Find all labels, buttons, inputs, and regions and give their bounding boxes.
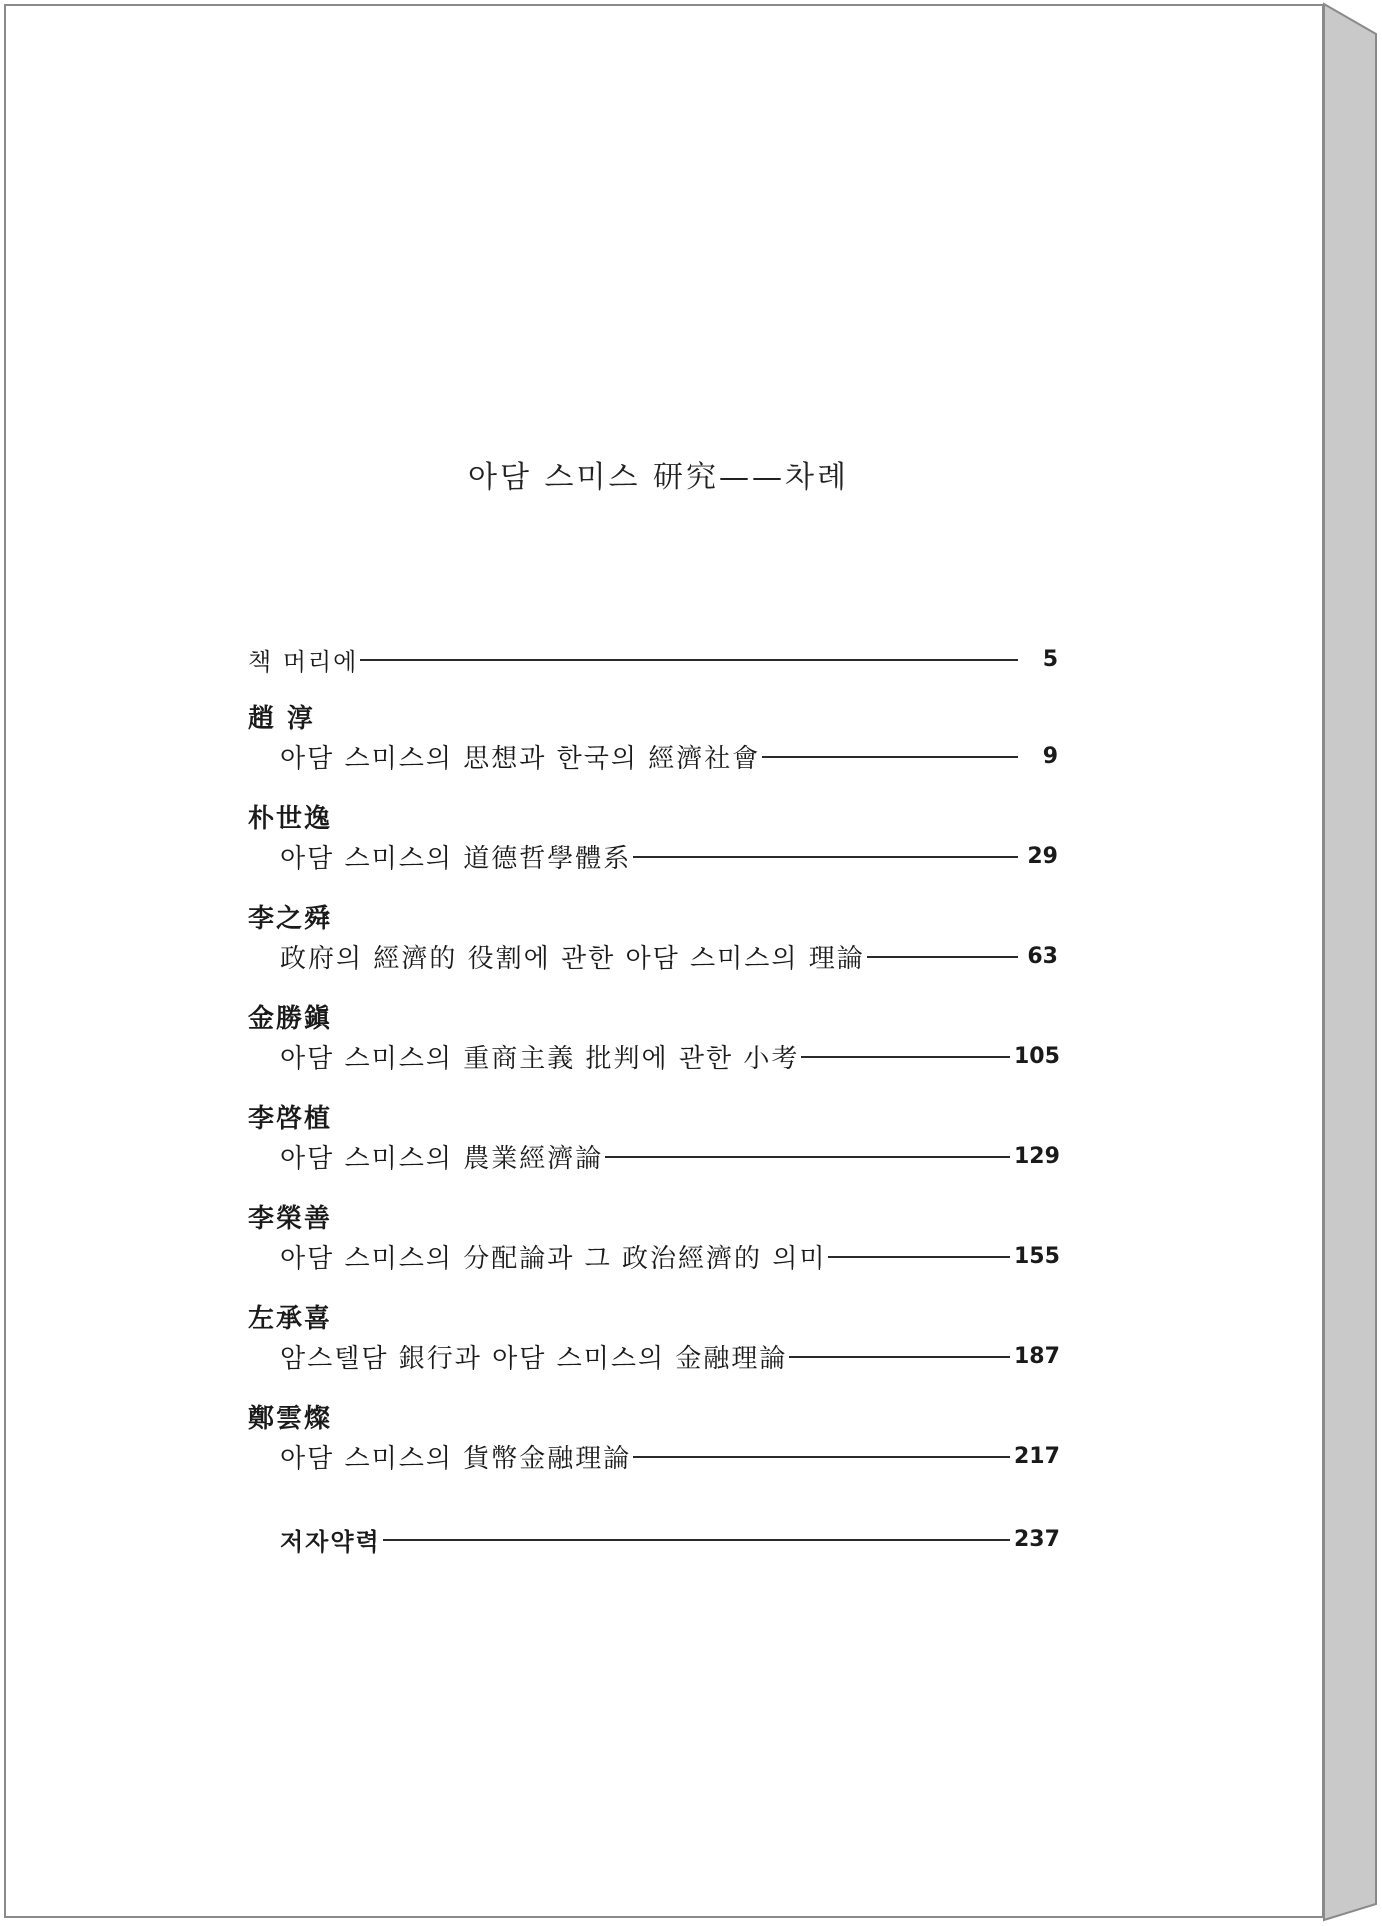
toc-chapter-page: 105 xyxy=(1014,1044,1060,1069)
toc-author: 李啓植 xyxy=(248,1104,333,1134)
toc-chapter-page: 217 xyxy=(1014,1444,1060,1469)
toc-preface-page: 5 xyxy=(1042,647,1058,672)
page-title: 아담 스미스 研究——차례 xyxy=(468,460,849,495)
toc-author: 金勝鎭 xyxy=(248,1004,333,1034)
toc-preface-label: 책 머리에 xyxy=(248,648,359,676)
toc-author: 朴世逸 xyxy=(248,804,333,834)
toc-author: 鄭雲燦 xyxy=(248,1404,333,1434)
toc-chapter-title: 政府의 經濟的 役割에 관한 아담 스미스의 理論 xyxy=(280,944,865,974)
toc-chapter-page: 187 xyxy=(1014,1344,1060,1369)
toc-chapter-title: 아담 스미스의 分配論과 그 政治經濟的 의미 xyxy=(280,1244,827,1274)
toc-author: 李之舜 xyxy=(248,904,333,934)
toc-author: 趙 淳 xyxy=(248,704,316,734)
toc-chapter-page: 129 xyxy=(1014,1144,1060,1169)
toc-chapter-page: 9 xyxy=(1042,744,1058,769)
toc-appendix-page: 237 xyxy=(1014,1527,1060,1552)
toc-author: 李榮善 xyxy=(248,1204,333,1234)
toc-appendix-label: 저자약력 xyxy=(280,1527,381,1556)
toc-chapter-title: 아담 스미스의 重商主義 批判에 관한 小考 xyxy=(280,1044,800,1074)
toc-chapter-page: 155 xyxy=(1014,1244,1060,1269)
toc-chapter-title: 암스텔담 銀行과 아담 스미스의 金融理論 xyxy=(280,1344,788,1374)
toc-chapter-page: 29 xyxy=(1027,844,1058,869)
toc-author: 左承喜 xyxy=(248,1304,333,1334)
toc-chapter-title: 아담 스미스의 農業經濟論 xyxy=(280,1144,604,1174)
toc-chapter-title: 아담 스미스의 貨幣金融理論 xyxy=(280,1444,632,1474)
toc-chapter-title: 아담 스미스의 道德哲學體系 xyxy=(280,844,632,874)
toc-chapter-title: 아담 스미스의 思想과 한국의 經濟社會 xyxy=(280,744,761,774)
toc-chapter-page: 63 xyxy=(1027,944,1058,969)
